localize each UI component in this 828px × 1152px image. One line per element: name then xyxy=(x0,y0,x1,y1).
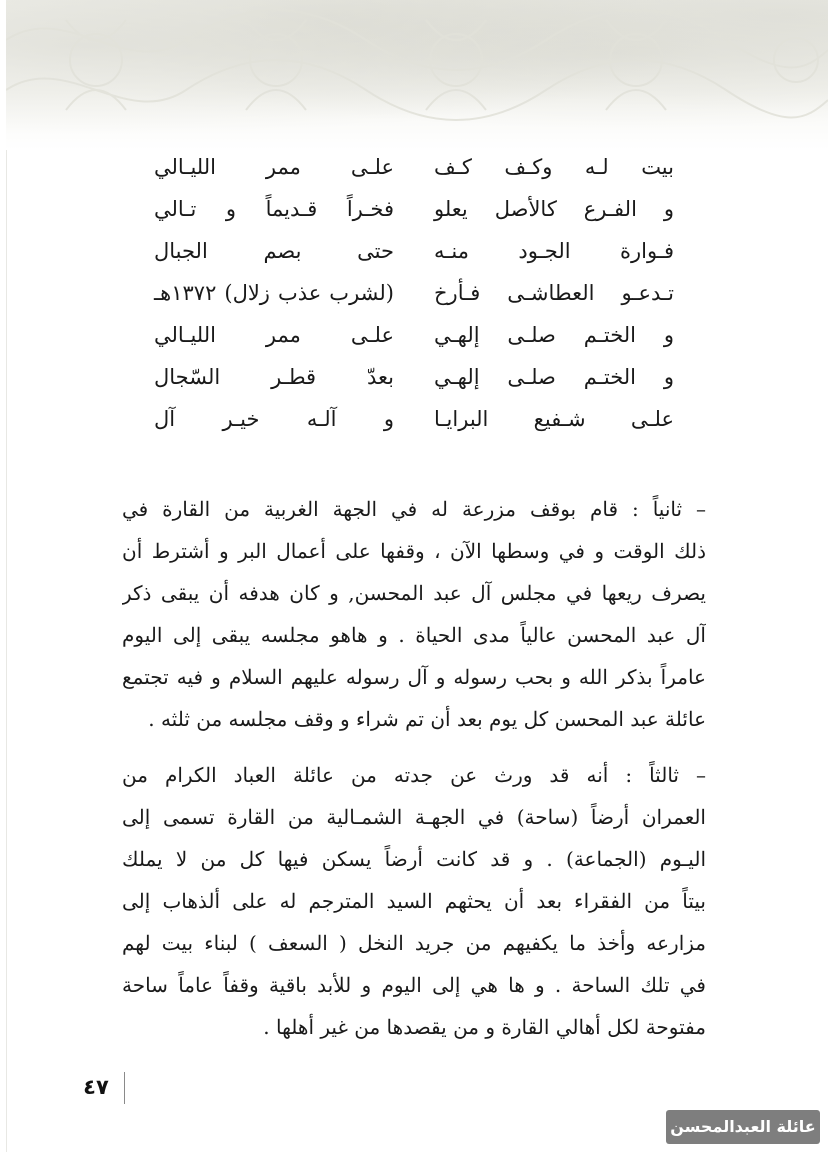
text-line: اليـوم (الجماعة) . و قد كانت أرضاً يسكن فيها كل من لا يملك xyxy=(122,847,706,871)
verse-second-hemistich: علـى ممر الليـالي xyxy=(154,155,394,179)
verse-second-hemistich: (لشرب عذب زلال) ١٣٧٢هـ xyxy=(154,281,394,305)
poem xyxy=(150,146,674,440)
poem-verse xyxy=(150,272,674,314)
verse-second-hemistich: علـى ممر الليـالي xyxy=(154,323,394,347)
poem-verse xyxy=(150,146,674,188)
text-line: ذلك الوقت و في وسطها الآن ، وقفها على أعمال البر و أشترط أن xyxy=(122,539,706,563)
paragraph-second xyxy=(122,488,706,740)
verse-first-hemistich: و الختـم صلـى إلهـي xyxy=(434,323,674,347)
verse-second-hemistich: فخـراً قـديماً و تـالي xyxy=(154,197,394,221)
verse-first-hemistich: و الختـم صلـى إلهـي xyxy=(434,365,674,389)
poem-verse xyxy=(150,398,674,440)
text-line: العمران أرضاً (ساحة) في الجهـة الشمـالية من القارة تسمى إلى xyxy=(122,805,706,829)
poem-verse xyxy=(150,314,674,356)
text-line: مفتوحة لكل أهالي القارة و من يقصدها من غير أهلها . xyxy=(263,1015,706,1039)
watermark-badge: عائلة العبدالمحسن xyxy=(666,1110,820,1144)
verse-first-hemistich: فـوارة الجـود منـه xyxy=(434,239,674,263)
poem-verse xyxy=(150,188,674,230)
text-line: بيتاً من الفقراء بعد أن يحثهم السيد المترجم له على ألذهاب إلى xyxy=(122,889,706,913)
verse-first-hemistich: بيت لـه وكـف كـف xyxy=(434,155,674,179)
text-line: عائلة عبد المحسن كل يوم بعد أن تم شراء و وقف مجلسه من ثلثه . xyxy=(148,707,706,731)
body-text xyxy=(122,488,706,1048)
text-line: آل عبد المحسن عالياً مدى الحياة . و هاهو مجلسه يبقى إلى اليوم xyxy=(122,623,706,647)
page-number: ٤٧ xyxy=(83,1075,109,1099)
verse-second-hemistich: حتى بصم الجبال xyxy=(154,239,394,263)
verse-second-hemistich: بعدّ قطـر السّجال xyxy=(154,365,394,389)
paragraph-third xyxy=(122,754,706,1048)
text-line: في تلك الساحة . و ها هي إلى اليوم و للأبد باقية وقفاً عاماً ساحة xyxy=(122,973,706,997)
decorative-header-ornament xyxy=(6,0,828,150)
text-line: – ثانياً : قام بوقف مزرعة له في الجهة الغربية من القارة في xyxy=(122,497,706,521)
verse-first-hemistich: تـدعـو العطاشـى فـأرخ xyxy=(434,281,674,305)
poem-verse xyxy=(150,356,674,398)
ornament-pattern xyxy=(6,0,828,150)
verse-second-hemistich: و آلـه خيـر آل xyxy=(154,407,394,431)
text-line: عامراً بذكر الله و بحب رسوله و آل رسوله عليهم السلام و فيه تجتمع xyxy=(122,665,706,689)
text-line: – ثالثاً : أنه قد ورث عن جدته من عائلة العباد الكرام من xyxy=(122,763,706,787)
verse-first-hemistich: و الفـرع كالأصل يعلو xyxy=(434,197,674,221)
text-line: مزارعه وأخذ ما يكفيهم من جريد النخل ( السعف ) لبناء بيت لهم xyxy=(122,931,706,955)
poem-verse xyxy=(150,230,674,272)
verse-first-hemistich: علـى شـفيع البرايـا xyxy=(434,407,674,431)
page-number-divider xyxy=(124,1072,125,1104)
text-line: يصرف ريعها في مجلس آل عبد المحسن, و كان هدفه أن يبقى ذكر xyxy=(122,581,706,605)
